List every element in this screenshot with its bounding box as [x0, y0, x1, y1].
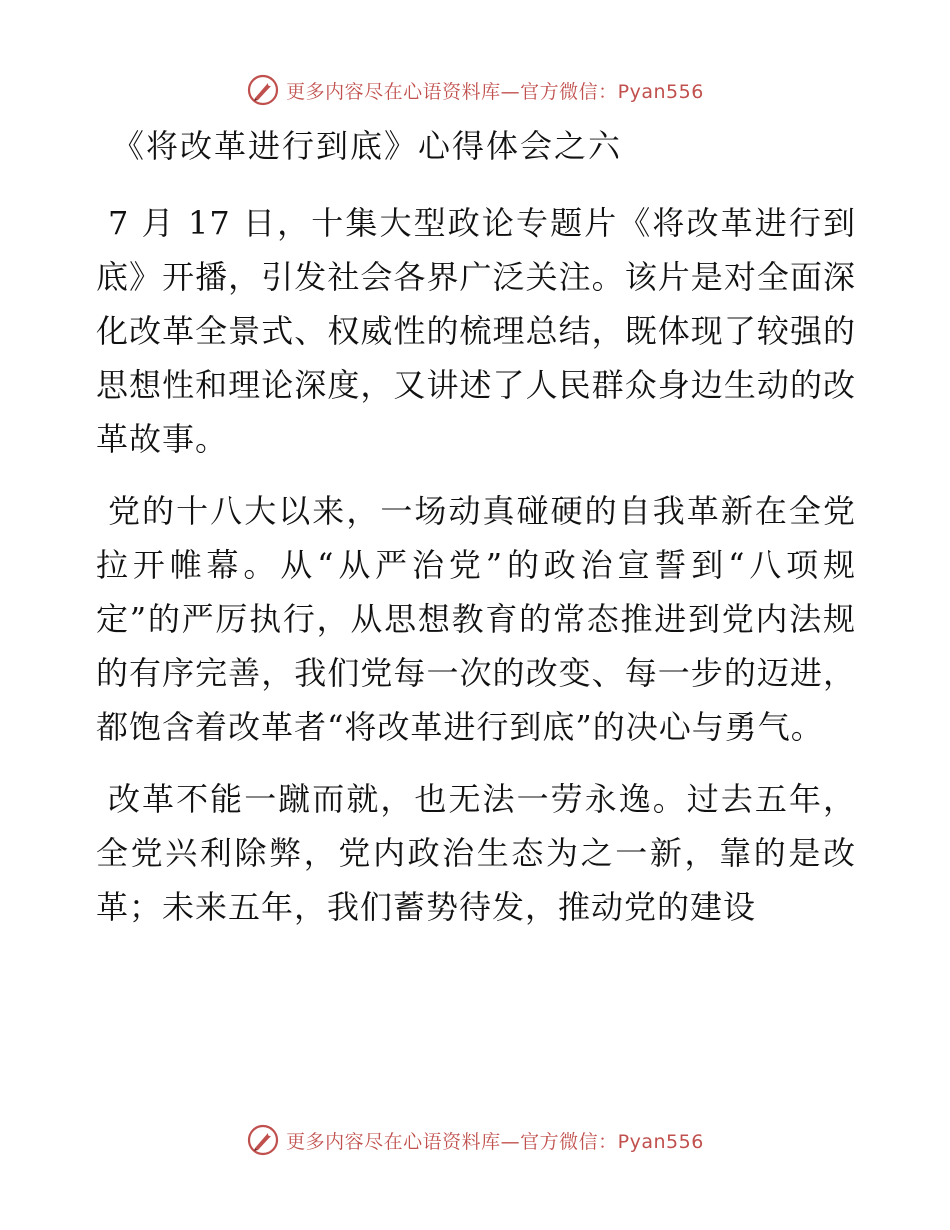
header-watermark-banner [0, 70, 950, 110]
pen-logo-icon [246, 73, 280, 107]
document-title: 《将改革进行到底》心得体会之六 [112, 127, 623, 165]
paragraph-3: 改革不能一蹴而就，也无法一劳永逸。过去五年，全党兴利除弊，党内政治生态为之一新，靠的是改革；未来五年，我们蓄势待发，推动党的建设 [96, 780, 856, 926]
pen-logo-icon [246, 1123, 280, 1157]
paragraph-2: 党的十八大以来，一场动真碰硬的自我革新在全党拉开帷幕。从“从严治党”的政治宣誓到“八项规定”的严厉执行，从思想教育的常态推进到党内法规的有序完善，我们党每一次的改变、每一步的迈进，都饱含着改革者“将改革进行到底”的决心与勇气。 [96, 492, 856, 746]
document-body [96, 196, 856, 952]
paragraph-1: 7 月 17 日，十集大型政论专题片《将改革进行到底》开播，引发社会各界广泛关注。该片是对全面深化改革全景式、权威性的梳理总结，既体现了较强的思想性和理论深度，又讲述了人民群众身边生动的改革故事。 [96, 204, 856, 458]
footer-watermark-text: 更多内容尽在心语资料库—官方微信：Pyan556 [286, 1130, 704, 1153]
header-watermark-text: 更多内容尽在心语资料库—官方微信：Pyan556 [286, 80, 704, 103]
footer-watermark-banner [0, 1120, 950, 1160]
